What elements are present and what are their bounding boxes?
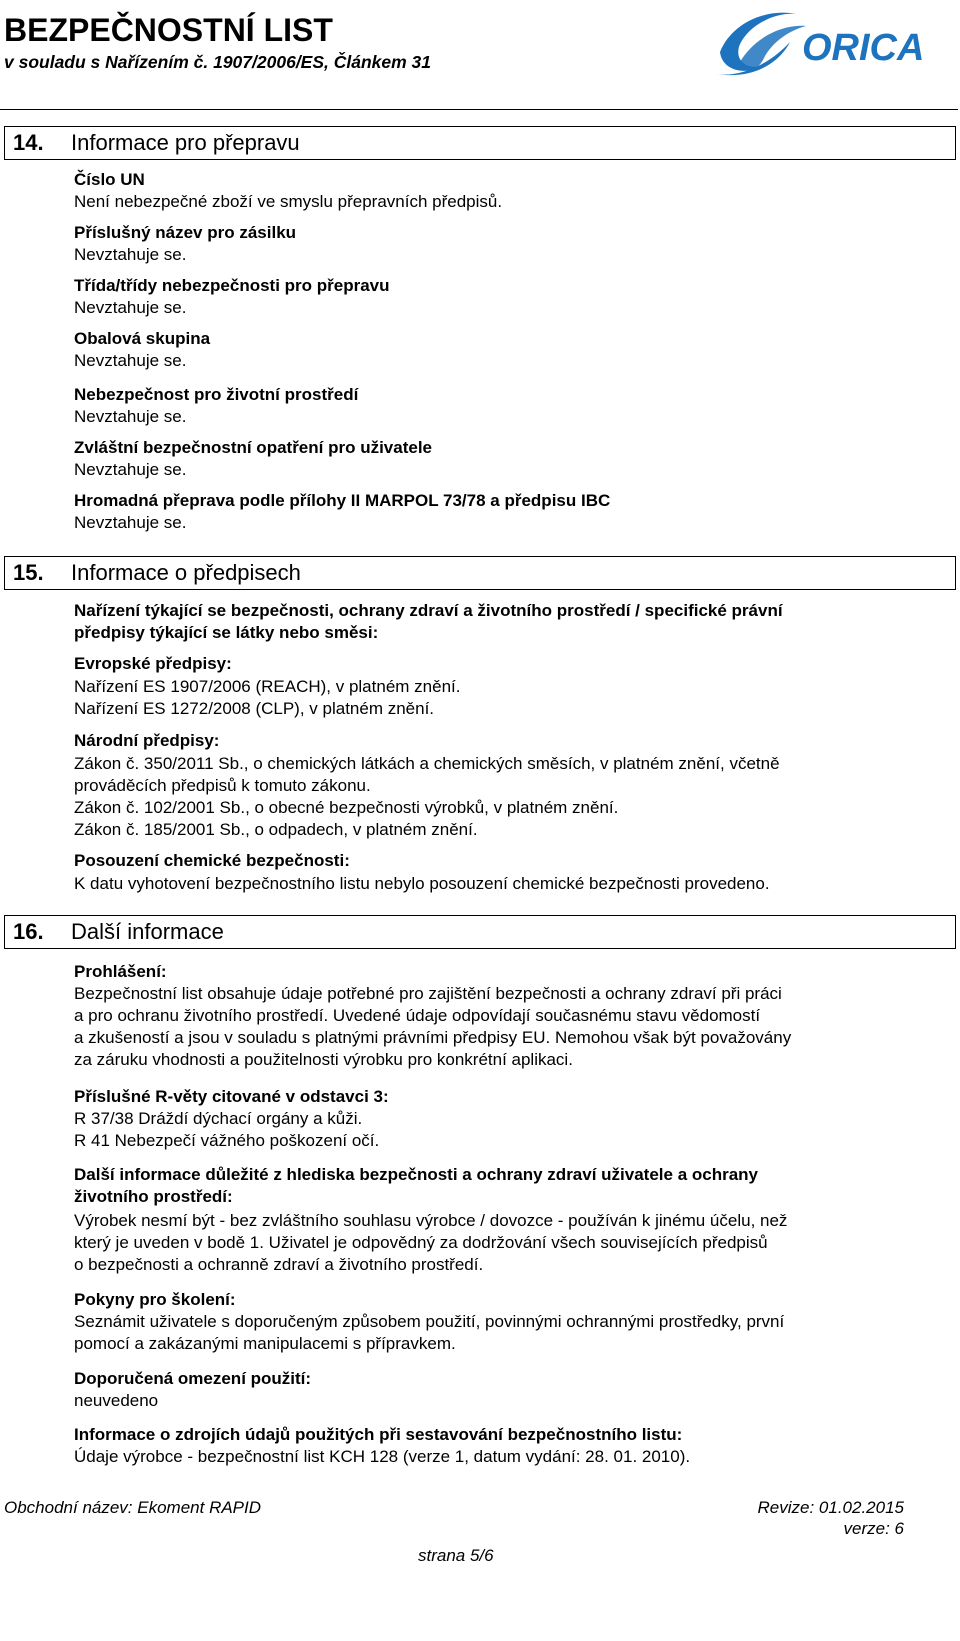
shipping-name-label: Příslušný název pro zásilku — [74, 223, 297, 242]
footer-trade-name: Obchodní název: Ekoment RAPID — [4, 1498, 262, 1517]
national-regulations-label: Národní předpisy: — [74, 731, 220, 750]
footer-page-number: strana 5/6 — [418, 1546, 494, 1565]
national-regulation-line: prováděcích předpisů k tomuto zákonu. — [74, 776, 371, 795]
special-precautions-label: Zvláštní bezpečnostní opatření pro uživatele — [74, 438, 433, 457]
training-line: Seznámit uživatele s doporučeným způsobem použití, povinnými ochrannými prostředky, první — [74, 1312, 785, 1331]
declaration-label: Prohlášení: — [74, 962, 167, 981]
declaration-line: za záruku vhodnosti a použitelnosti výrobku pro konkrétní aplikaci. — [74, 1050, 573, 1069]
section-16-header — [4, 915, 956, 949]
bulk-transport-label: Hromadná přeprava podle přílohy II MARPOL 73/78 a předpisu IBC — [74, 491, 611, 510]
logo-swirl-icon — [716, 13, 806, 76]
shipping-name-value: Nevztahuje se. — [74, 245, 187, 264]
document-title: BEZPEČNOSTNÍ LIST — [4, 12, 333, 48]
data-sources-label: Informace o zdrojích údajů použitých při sestavování bezpečnostního listu: — [74, 1425, 683, 1444]
further-info-line: o bezpečnosti a ochranně zdraví a životního prostředí. — [74, 1255, 484, 1274]
declaration-line: a pro ochranu životního prostředí. Uvedené údaje odpovídají současnému stavu vědomostí — [74, 1006, 761, 1025]
chemical-assessment-text: K datu vyhotovení bezpečnostního listu nebylo posouzení chemické bezpečnosti provedeno. — [74, 874, 770, 893]
section-number: 15. — [13, 560, 44, 585]
section-14-header — [4, 126, 956, 160]
regulations-label-line: Nařízení týkající se bezpečnosti, ochrany zdraví a životního prostředí / specifické právní — [74, 601, 783, 620]
declaration-line: Bezpečnostní list obsahuje údaje potřebné pro zajištění bezpečnosti a ochrany zdraví při práci — [74, 984, 782, 1003]
section-title: Další informace — [71, 919, 224, 944]
national-regulation-line: Zákon č. 185/2001 Sb., o odpadech, v platném znění. — [74, 820, 478, 839]
r-phrase-line: R 37/38 Dráždí dýchací orgány a kůži. — [74, 1109, 363, 1128]
environmental-hazard-label: Nebezpečnost pro životní prostředí — [74, 385, 359, 404]
further-info-label-line: životního prostředí: — [74, 1187, 233, 1206]
national-regulation-line: Zákon č. 350/2011 Sb., o chemických látkách a chemických směsích, v platném znění, včetně — [74, 754, 780, 773]
packing-group-value: Nevztahuje se. — [74, 351, 187, 370]
footer-version: verze: 6 — [843, 1519, 904, 1538]
logo-wordmark: ORICA — [802, 27, 925, 69]
regulations-label-line: předpisy týkající se látky nebo směsi: — [74, 623, 379, 642]
section-title: Informace pro přepravu — [71, 130, 300, 155]
environmental-hazard-value: Nevztahuje se. — [74, 407, 187, 426]
national-regulation-line: Zákon č. 102/2001 Sb., o obecné bezpečnosti výrobků, v platném znění. — [74, 798, 619, 817]
hazard-class-label: Třída/třídy nebezpečnosti pro přepravu — [74, 276, 390, 295]
data-sources-text: Údaje výrobce - bezpečnostní list KCH 128 (verze 1, datum vydání: 28. 01. 2010). — [74, 1447, 691, 1466]
chemical-assessment-label: Posouzení chemické bezpečnosti: — [74, 851, 350, 870]
r-phrases-label: Příslušné R-věty citované v odstavci 3: — [74, 1087, 389, 1106]
eu-regulations-label: Evropské předpisy: — [74, 654, 232, 673]
declaration-line: a zkušeností a jsou v souladu s platnými právními předpisy EU. Nemohou však být považovány — [74, 1028, 792, 1047]
training-line: pomocí a zakázanými manipulacemi s přípravkem. — [74, 1334, 456, 1353]
packing-group-label: Obalová skupina — [74, 329, 211, 348]
special-precautions-value: Nevztahuje se. — [74, 460, 187, 479]
header-divider — [0, 109, 958, 110]
un-number-value: Není nebezpečné zboží ve smyslu přepravních předpisů. — [74, 192, 503, 211]
eu-regulation-line: Nařízení ES 1907/2006 (REACH), v platném znění. — [74, 677, 461, 696]
section-15-header — [4, 556, 956, 590]
training-label: Pokyny pro školení: — [74, 1290, 236, 1309]
further-info-line: Výrobek nesmí být - bez zvláštního souhlasu výrobce / dovozce - používán k jinému účelu, než — [74, 1211, 788, 1230]
bulk-transport-value: Nevztahuje se. — [74, 513, 187, 532]
further-info-label-line: Další informace důležité z hlediska bezpečnosti a ochrany zdraví uživatele a ochrany — [74, 1165, 759, 1184]
section-number: 16. — [13, 919, 44, 944]
document-subtitle: v souladu s Nařízením č. 1907/2006/ES, Článkem 31 — [4, 52, 432, 72]
footer-revision: Revize: 01.02.2015 — [757, 1498, 904, 1517]
section-title: Informace o předpisech — [71, 560, 301, 585]
r-phrase-line: R 41 Nebezpečí vážného poškození očí. — [74, 1131, 380, 1150]
section-number: 14. — [13, 130, 44, 155]
orica-logo — [710, 4, 958, 84]
eu-regulation-line: Nařízení ES 1272/2008 (CLP), v platném znění. — [74, 699, 435, 718]
hazard-class-value: Nevztahuje se. — [74, 298, 187, 317]
un-number-label: Číslo UN — [74, 170, 145, 189]
usage-restrictions-text: neuvedeno — [74, 1391, 159, 1410]
further-info-line: který je uveden v bodě 1. Uživatel je odpovědný za dodržování všech souvisejících předpisů — [74, 1233, 768, 1252]
usage-restrictions-label: Doporučená omezení použití: — [74, 1369, 312, 1388]
